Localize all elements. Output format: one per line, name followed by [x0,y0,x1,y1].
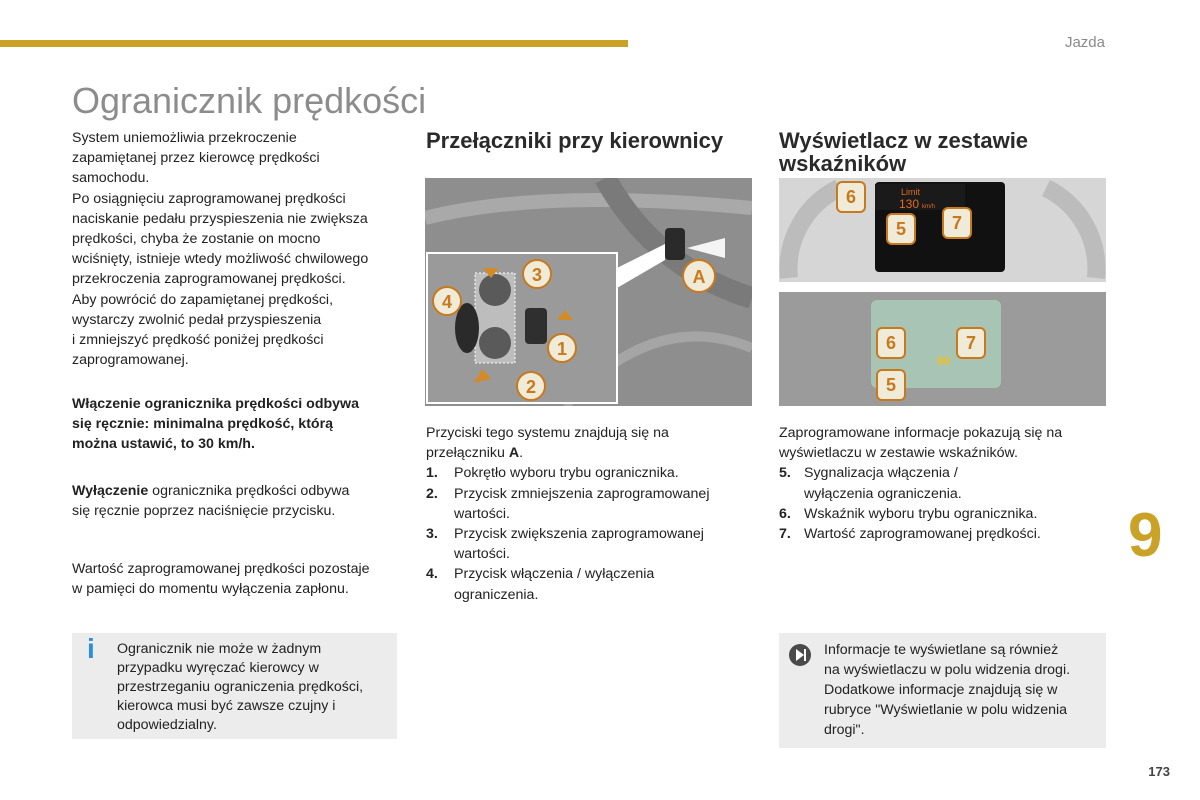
intro-text: System uniemożliwia przekroczenie zapamiętanej przez kierowcę prędkości samochodu. Po osiągnięciu zaprogramowanej prędkości naciskanie pedału przyspieszenia nie zwiększa prędkości, chyba że zostanie on mocno wciśnięty, istnieje wtedy możliwość chwilowego przekroczenia zaprogramowanej prędkości. Aby powrócić do zapamiętanej prędkości, wystarczy zwolnić pedał przyspieszenia i zmniejszyć prędkość poniżej prędkości zaprogramowanej. [72,130,369,369]
display-list [779,463,1109,544]
switches-list [426,463,756,604]
callout-a [683,260,715,292]
list-item: 3. Przycisk zwiększenia zaprogramowanej wartości. [426,526,704,563]
svg-text:2: 2 [525,377,537,397]
callout-2 [517,372,545,400]
display-heading: Wyświetlacz w zestawie wskaźników [779,128,1029,176]
play-info-icon [789,644,811,666]
svg-text:6: 6 [885,333,897,353]
info-icon: i [87,633,95,664]
list-item: 2. Przycisk zmniejszenia zaprogramowanej wartości. [426,485,710,522]
chapter-number: 9 [1128,501,1163,570]
header-accent-bar [0,40,628,47]
svg-text:7: 7 [951,213,963,233]
memory-note: Wartość zaprogramowanej prędkości pozostaje w pamięci do momentu wyłączenia zapłonu. [72,561,370,598]
svg-text:Limit: Limit [901,187,921,197]
callout-1 [548,334,576,362]
svg-text:A: A [692,267,706,287]
deactivation-note: Wyłączenie ogranicznika prędkości odbywa się ręcznie poprzez naciśnięcie przycisku. [72,483,350,520]
callout-5-hud [877,370,905,400]
callout-7-top [943,208,971,238]
svg-text:1: 1 [556,339,568,359]
section-name: Jazda [1064,34,1105,51]
switches-description: Przyciski tego systemu znajdują się na przełączniku A. 1. Pokrętło wyboru trybu ogranicznika. 2. Przycisk zmniejszenia zaprogramowanej wartości. 3. Przycisk zwiększenia zaprogramowanej wartości. 4. Przycisk włączenia / wyłączenia ograniczenia. [426,423,756,605]
list-item: 5. Sygnalizacja włączenia / wyłączenia ograniczenia. [779,465,962,502]
hud-info-box: Informacje te wyświetlane są również na wyświetlaczu w polu widzenia drogi. Dodatkowe informacje znajdują się w rubryce "Wyświetlanie w polu widzenia drogi". [779,633,1106,748]
display-description: Zaprogramowane informacje pokazują się na wyświetlaczu w zestawie wskaźników. 5. Sygnalizacja włączenia / wyłączenia ograniczenia. 6. Wskaźnik wyboru trybu ogranicznika. 7. Wartość zaprogramowanej prędkości. [779,423,1109,544]
list-item: 1. Pokrętło wyboru trybu ogranicznika. [426,465,679,482]
info-box: i Ogranicznik nie może w żadnym przypadku wyręczać kierowcy w przestrzeganiu ograniczenia prędkości, kierowca musi być zawsze czujny i odpowiedzialny. [72,633,397,739]
svg-text:5: 5 [895,219,907,239]
svg-text:5: 5 [885,375,897,395]
callout-4 [433,287,461,315]
steering-switch-figure [425,178,752,406]
list-item: 6. Wskaźnik wyboru trybu ogranicznika. [779,505,1038,522]
callout-7-hud [957,328,985,358]
switches-heading: Przełączniki przy kierownicy [426,128,724,153]
svg-text:3: 3 [531,265,543,285]
svg-text:90: 90 [937,354,951,368]
instrument-display-illustration [779,178,1106,406]
callout-6-top [837,182,865,212]
activation-note: Włączenie ogranicznika prędkości odbywa się ręcznie: minimalna prędkość, którą można ustawić, to 30 km/h. [72,396,359,453]
svg-text:km/h: km/h [922,204,936,210]
svg-text:4: 4 [441,292,453,312]
list-item: 4. Przycisk włączenia / wyłączenia ograniczenia. [426,566,655,603]
svg-text:7: 7 [965,333,977,353]
svg-text:6: 6 [845,187,857,207]
page-number: 173 [1148,764,1170,779]
callout-5-top [887,214,915,244]
instrument-display-figure [779,178,1106,406]
page-title: Ogranicznik prędkości [72,80,427,121]
callout-6-hud [877,328,905,358]
steering-switch-illustration [425,178,752,406]
callout-3 [523,260,551,288]
list-item: 7. Wartość zaprogramowanej prędkości. [779,526,1041,543]
svg-text:130: 130 [899,197,920,211]
